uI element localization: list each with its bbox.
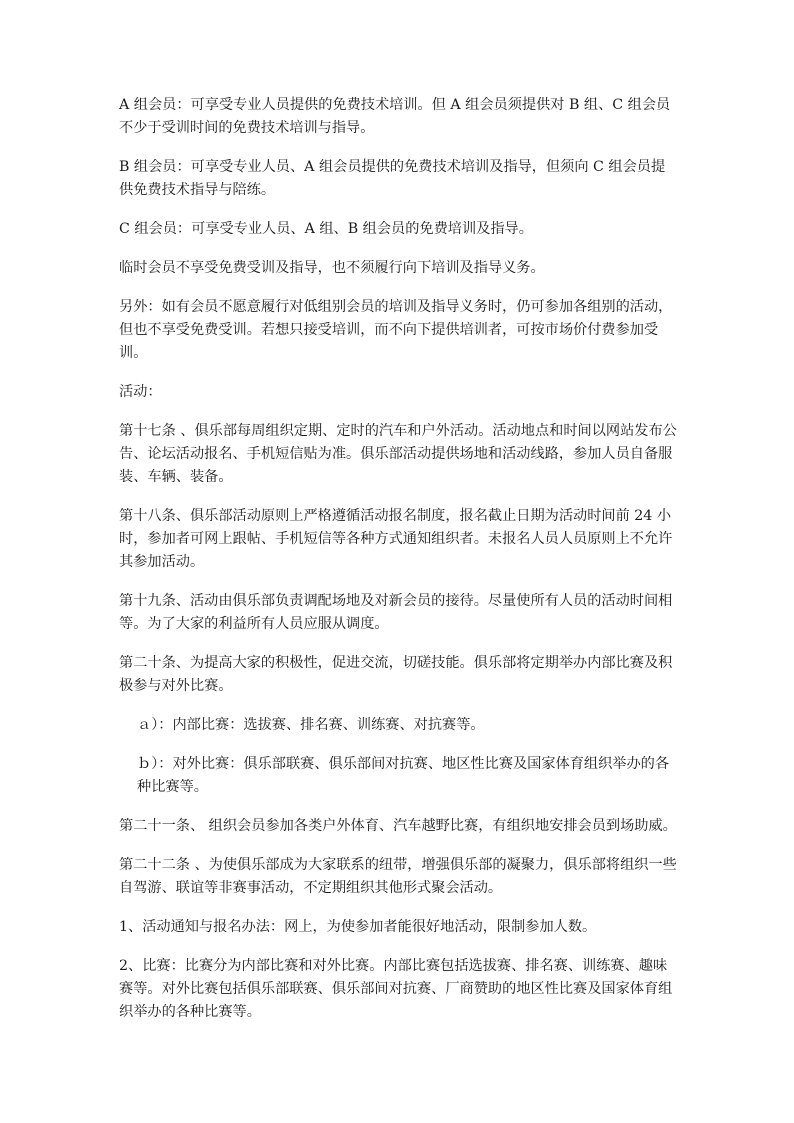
paragraph-additional: 另外：如有会员不愿意履行对低组别会员的培训及指导义务时，仍可参加各组别的活动，但也不享受免费受训。若想只接受培训，而不向下提供培训者，可按市场价付费参加受训。 xyxy=(119,299,673,361)
article-20: 第二十条、为提高大家的积极性，促进交流，切磋技能。俱乐部将定期举办内部比赛及积极参与对外比赛。 xyxy=(119,655,673,694)
article-19: 第十九条、活动由俱乐部负责调配场地及对新会员的接待。尽量使所有人员的活动时间相等。为了大家的利益所有人员应服从调度。 xyxy=(119,593,673,632)
document-page xyxy=(119,94,679,1040)
article-18: 第十八条、俱乐部活动原则上严格遵循活动报名制度，报名截止日期为活动时间前 24 小时，参加者可网上跟帖、手机短信等各种方式通知组织者。未报名人员人员原则上不允许其参加活动。 xyxy=(119,508,673,570)
paragraph-a-group: A 组会员：可享受专业人员提供的免费技术培训。但 A 组会员须提供对 B 组、C 组会员不少于受训时间的免费技术培训与指导。 xyxy=(119,97,671,136)
article-22: 第二十二条 、为使俱乐部成为大家联系的纽带，增强俱乐部的凝聚力，俱乐部将组织一些自驾游、联谊等非赛事活动，不定期组织其他形式聚会活动。 xyxy=(119,857,677,896)
list-item-a: ａ）：内部比赛：选拔赛、排名赛、训练赛、对抗赛等。 xyxy=(137,717,485,733)
list-item-b: ｂ）：对外比赛：俱乐部联赛、俱乐部间对抗赛、地区性比赛及国家体育组织举办的各种比赛等。 xyxy=(137,756,670,795)
paragraph-b-group: B 组会员：可享受专业人员、A 组会员提供的免费技术培训及指导，但须向 C 组会员提供免费技术指导与陪练。 xyxy=(119,159,666,198)
article-17: 第十七条 、俱乐部每周组织定期、定时的汽车和户外活动。活动地点和时间以网站发布公告、论坛活动报名、手机短信贴为准。俱乐部活动提供场地和活动线路，参加人员自备服装、车辆、装备。 xyxy=(119,423,677,485)
section-2: 2、比赛：比赛分为内部比赛和对外比赛。内部比赛包括选拔赛、排名赛、训练赛、趣味赛等。对外比赛包括俱乐部联赛、俱乐部间对抗赛、厂商赞助的地区性比赛及国家体育组织举办的各种比赛等。 xyxy=(119,958,673,1020)
section-1: 1、活动通知与报名办法：网上，为使参加者能很好地活动，限制参加人数。 xyxy=(119,919,597,935)
article-21: 第二十一条、 组织会员参加各类户外体育、汽车越野比赛，有组织地安排会员到场助威。 xyxy=(119,818,677,834)
paragraph-temp-member: 临时会员不享受免费受训及指导，也不须履行向下培训及指导义务。 xyxy=(119,260,545,276)
activity-heading: 活动： xyxy=(119,384,162,400)
paragraph-c-group: C 组会员：可享受专业人员、A 组、B 组会员的免费培训及指导。 xyxy=(119,221,533,237)
